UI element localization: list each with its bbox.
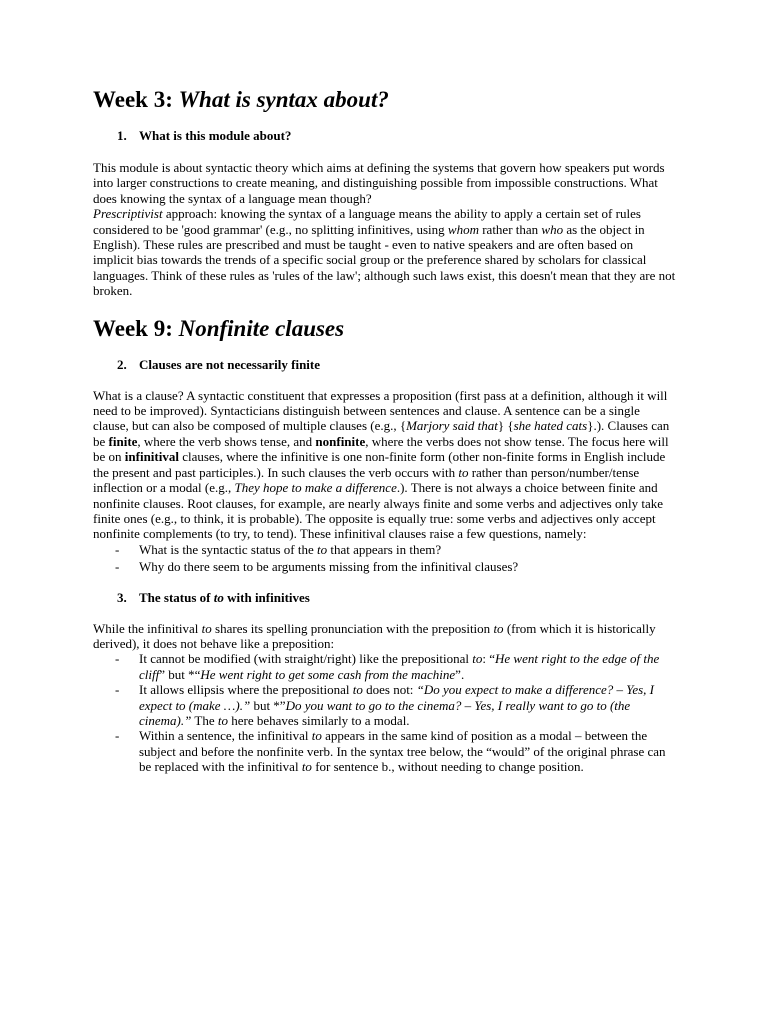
section-3-number: 3. <box>117 589 127 605</box>
w9p1-span: They hope to make a difference <box>234 480 397 496</box>
w9p1-span: }.). Clauses can be <box>93 418 670 449</box>
li-span: The <box>191 712 218 728</box>
li-span: Within a sentence, the infinitival <box>139 728 312 744</box>
bullet-dash: - <box>115 728 120 744</box>
section-3-title <box>139 590 310 606</box>
li-span: to <box>217 712 228 728</box>
w9p2-span: While the infinitival <box>93 620 202 636</box>
li-span: Do you want to go to the cinema? – Yes, I really want to go to (the cinema).” <box>139 697 631 728</box>
list-item <box>93 728 676 774</box>
li-span: to <box>316 541 328 557</box>
li-span: What is the syntactic status of the <box>139 541 317 557</box>
w9p2-span: to <box>201 620 212 636</box>
section-2-title: Clauses are not necessarily finite <box>139 356 321 372</box>
s3-span: with infinitives <box>223 589 310 605</box>
w9p1-span: .). There is not always a choice between finite and nonfinite clauses. Root clauses, for example, are nearly always finite and some verbs and adjectives only take finite ones (e.g., to think, it is probable). The opposite is equally true: some verbs and adjectives only accept nonfinite complements (to try, to tend). These infinitival clauses raise a few questions, namely: <box>93 480 664 542</box>
p2-span: approach: knowing the syntax of a language means the ability to apply a certain set of rules considered to be 'good grammar' (e.g., no splitting infinitives, using <box>93 206 641 237</box>
section-1-heading <box>93 128 676 144</box>
w9p1-span: , where the verbs does not show tense. The focus here will be on <box>93 433 669 465</box>
week9-heading-title: Nonfinite clauses <box>178 315 345 341</box>
li-span: It cannot be modified (with straight/right) like the prepositional <box>139 651 473 667</box>
s3-span: to <box>213 589 224 605</box>
w9p1-span: infinitival <box>124 449 179 465</box>
li-span: It allows ellipsis where the prepositional <box>139 682 353 698</box>
week9-heading-prefix: Week 9: <box>93 315 179 341</box>
li-span: does not: <box>362 682 417 698</box>
p2-span: Prescriptivist <box>93 206 163 222</box>
w9p1-span: finite <box>108 433 138 449</box>
to-properties-list <box>93 651 676 774</box>
week9-paragraph-2 <box>93 621 676 652</box>
li-span: Why do there seem to be arguments missing from the infinitival clauses? <box>139 559 519 575</box>
section-1-title: What is this module about? <box>139 128 292 143</box>
bullet-dash: - <box>115 682 120 698</box>
w9p2-span: (from which it is historically derived), it does not behave like a preposition: <box>93 620 656 651</box>
w9p1-span: she hated cats <box>513 418 588 434</box>
week9-heading <box>93 315 676 343</box>
li-span: : “ <box>482 651 495 667</box>
w9p1-span: rather than person/number/tense inflection or a modal (e.g., <box>93 464 640 496</box>
li-span: to <box>311 728 322 744</box>
week3-heading <box>93 86 676 114</box>
list-item <box>93 682 676 728</box>
p2-span: as the object in English). These rules are prescribed and must be taught - even to native speakers and are often based on implicit bias towards the trends of a specific social group or the preference shared by scholars for classical languages. Think of these rules as 'rules of the law'; although such laws exist, this doesn't mean that they are not broken. <box>93 221 676 299</box>
li-span: that appears in them? <box>327 541 442 557</box>
list-item <box>93 559 676 574</box>
li-span: to <box>472 651 483 667</box>
li-span: to <box>301 759 312 775</box>
week3-heading-prefix: Week 3: <box>93 87 179 112</box>
li-span: here behaves similarly to a modal. <box>227 712 410 728</box>
w9p1-span: clauses, where the infinitive is one non-finite form (other non-finite forms in English include the present and past participles.). In such clauses the verb occurs with <box>93 449 666 480</box>
li-span: He went right to get some cash from the machine <box>200 666 456 682</box>
list-item <box>93 651 676 682</box>
week3-paragraph-1: This module is about syntactic theory which aims at defining the systems that govern how speakers put words into larger constructions to create meaning, and distinguishing possible from impossible constructions. What does knowing the syntax of a language mean though? <box>93 160 665 206</box>
li-span: ”. <box>455 666 465 682</box>
w9p1-span: Marjory said that <box>406 418 498 434</box>
w9p1-span: nonfinite <box>315 433 366 449</box>
w9p1-span: to <box>458 464 469 480</box>
w9p1-span: } { <box>497 418 514 434</box>
list-item <box>93 542 676 557</box>
section-2-number: 2. <box>117 356 127 372</box>
section-1-number: 1. <box>117 128 127 143</box>
li-span: to <box>352 682 363 698</box>
li-span: for sentence b., without needing to change position. <box>311 759 584 775</box>
p2-span: who <box>541 221 564 237</box>
w9p2-span: to <box>493 620 504 636</box>
bullet-dash: - <box>115 651 120 667</box>
week3-paragraph-2 <box>93 206 676 298</box>
w9p1-span: , where the verb shows tense, and <box>137 433 316 449</box>
li-span: but *” <box>250 697 286 713</box>
li-span: He went right to the edge of the cliff <box>139 651 660 682</box>
section-2-heading <box>93 357 676 373</box>
bullet-dash: - <box>115 541 120 557</box>
p2-span: whom <box>447 221 479 237</box>
w9p2-span: shares its spelling pronunciation with the preposition <box>211 620 494 636</box>
bullet-dash: - <box>115 559 120 575</box>
week3-heading-title: What is syntax about? <box>178 87 389 112</box>
s3-span: The status of <box>139 589 214 605</box>
document-page <box>93 86 676 775</box>
questions-list <box>93 542 676 575</box>
li-span: appears in the same kind of position as a modal – between the subject and before the nonfinite verb. In the syntax tree below, the “would” of the original phrase can be replaced with the infinitival <box>139 728 666 775</box>
li-span: “Do you expect to make a difference? – Yes, I expect to (make …).” <box>139 682 654 713</box>
p2-span: rather than <box>478 221 542 237</box>
w9p1-span: What is a clause? A syntactic constituent that expresses a proposition (first pass at a definition, although it will need to be improved). Syntacticians distinguish between sentences and clause. A sentence can be a single clause, but can also be composed of multiple clauses (e.g., { <box>93 387 668 434</box>
week9-paragraph-1 <box>93 388 676 542</box>
li-span: ” but *“ <box>159 666 201 682</box>
section-3-heading <box>93 590 676 606</box>
